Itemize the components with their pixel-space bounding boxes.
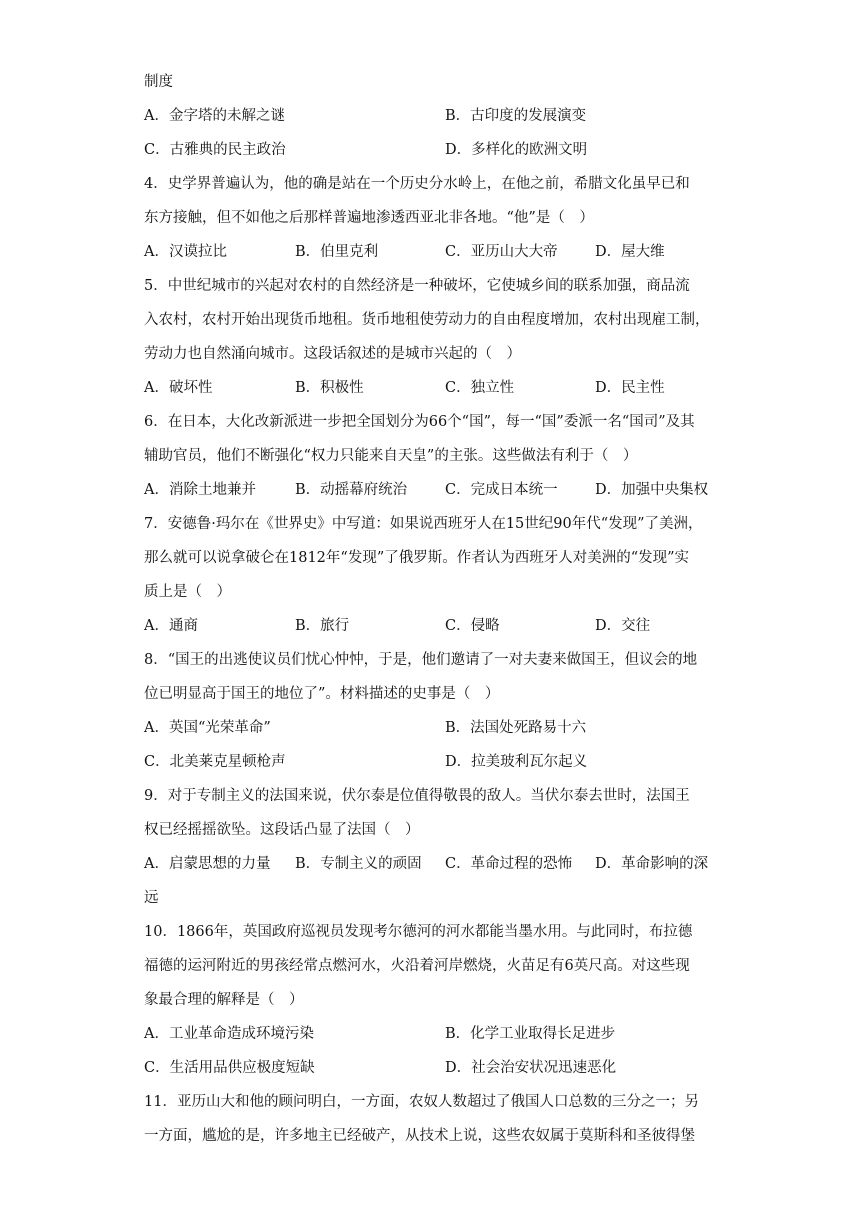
q9-option-a: A．启蒙思想的力量 — [144, 856, 271, 872]
q10-stem-line-3: 象最合理的解释是（ ） — [144, 992, 304, 1008]
q7-option-d: D．交往 — [595, 618, 651, 634]
q6-stem-line-2: 辅助官员，他们不断强化“权力只能来自天皇”的主张。这些做法有利于（ ） — [144, 448, 638, 464]
q11-stem-line-2: 一方面，尴尬的是，许多地主已经破产，从技术上说，这些农奴属于莫斯科和圣彼得堡 — [144, 1128, 695, 1144]
q8-option-d: D．拉美玻利瓦尔起义 — [445, 754, 588, 770]
q3-stem-tail: 制度 — [144, 74, 173, 90]
q4-option-c: C．亚历山大大帝 — [445, 244, 558, 260]
q8-option-a: A．英国“光荣革命” — [144, 720, 271, 736]
q4-option-d: D．屋大维 — [595, 244, 665, 260]
q8-option-b: B．法国处死路易十六 — [445, 720, 587, 736]
q6-option-a: A．消除土地兼并 — [144, 482, 256, 498]
q5-option-a: A．破坏性 — [144, 380, 213, 396]
q10-stem-line-2: 福德的运河附近的男孩经常点燃河水，火沿着河岸燃烧，火苗足有6英尺高。对这些现 — [144, 958, 690, 974]
q5-option-d: D．民主性 — [595, 380, 665, 396]
q8-stem-line-2: 位已明显高于国王的地位了”。材料描述的史事是（ ） — [144, 686, 500, 702]
q11-stem-line-1: 11．亚历山大和他的顾问明白，一方面，农奴人数超过了俄国人口总数的三分之一；另 — [144, 1094, 699, 1110]
q9-option-c: C．革命过程的恐怖 — [445, 856, 573, 872]
q7-stem-line-1: 7．安德鲁·玛尔在《世界史》中写道：如果说西班牙人在15世纪90年代“发现”了美洲， — [144, 516, 703, 532]
q3-option-a: A．金字塔的未解之谜 — [144, 108, 285, 124]
q5-stem-line-2: 入农村，农村开始出现货币地租。货币地租使劳动力的自由程度增加，农村出现雇工制， — [144, 312, 710, 328]
q10-option-c: C．生活用品供应极度短缺 — [144, 1060, 315, 1076]
q5-option-b: B．积极性 — [295, 380, 364, 396]
q7-option-a: A．通商 — [144, 618, 198, 634]
q9-option-d: D．革命影响的深 — [595, 856, 709, 872]
q7-option-c: C．侵略 — [445, 618, 500, 634]
q4-stem-line-2: 东方接触，但不如他之后那样普遍地渗透西亚北非各地。“他”是（ ） — [144, 210, 594, 226]
q7-option-b: B．旅行 — [295, 618, 350, 634]
q4-option-a: A．汉谟拉比 — [144, 244, 227, 260]
q7-stem-line-2: 那么就可以说拿破仑在1812年“发现”了俄罗斯。作者认为西班牙人对美洲的“发现”实 — [144, 550, 690, 566]
q10-option-b: B．化学工业取得长足进步 — [445, 1026, 616, 1042]
q6-stem-line-1: 6．在日本，大化改新派进一步把全国划分为66个“国”，每一“国”委派一名“国司”及其 — [144, 414, 695, 430]
q7-stem-line-3: 质上是（ ） — [144, 584, 231, 600]
q9-option-d-wrap: 远 — [144, 890, 159, 906]
q6-option-d: D．加强中央集权 — [595, 482, 709, 498]
q3-option-d: D．多样化的欧洲文明 — [445, 142, 588, 158]
q4-stem-line-1: 4．史学界普遍认为，他的确是站在一个历史分水岭上，在他之前，希腊文化虽早已和 — [144, 176, 690, 192]
q8-stem-line-1: 8．“国王的出逃使议员们忧心忡忡，于是，他们邀请了一对夫妻来做国王，但议会的地 — [144, 652, 698, 668]
q3-option-c: C．古雅典的民主政治 — [144, 142, 286, 158]
q4-option-b: B．伯里克利 — [295, 244, 379, 260]
q10-option-d: D．社会治安状况迅速恶化 — [445, 1060, 617, 1076]
q9-option-b: B．专制主义的顽固 — [295, 856, 422, 872]
q5-option-c: C．独立性 — [445, 380, 515, 396]
q3-option-b: B．古印度的发展演变 — [445, 108, 587, 124]
q10-stem-line-1: 10．1866年，英国政府巡视员发现考尔德河的河水都能当墨水用。与此同时，布拉德 — [144, 924, 693, 940]
q6-option-b: B．动摇幕府统治 — [295, 482, 408, 498]
q8-option-c: C．北美莱克星顿枪声 — [144, 754, 286, 770]
q10-option-a: A．工业革命造成环境污染 — [144, 1026, 314, 1042]
q9-stem-line-1: 9．对于专制主义的法国来说，伏尔泰是位值得敬畏的敌人。当伏尔泰去世时，法国王 — [144, 788, 690, 804]
q6-option-c: C．完成日本统一 — [445, 482, 558, 498]
q5-stem-line-1: 5．中世纪城市的兴起对农村的自然经济是一种破坏，它使城乡间的联系加强，商品流 — [144, 278, 690, 294]
q5-stem-line-3: 劳动力也自然涌向城市。这段话叙述的是城市兴起的（ ） — [144, 346, 521, 362]
q9-stem-line-2: 权已经摇摇欲坠。这段话凸显了法国（ ） — [144, 822, 420, 838]
